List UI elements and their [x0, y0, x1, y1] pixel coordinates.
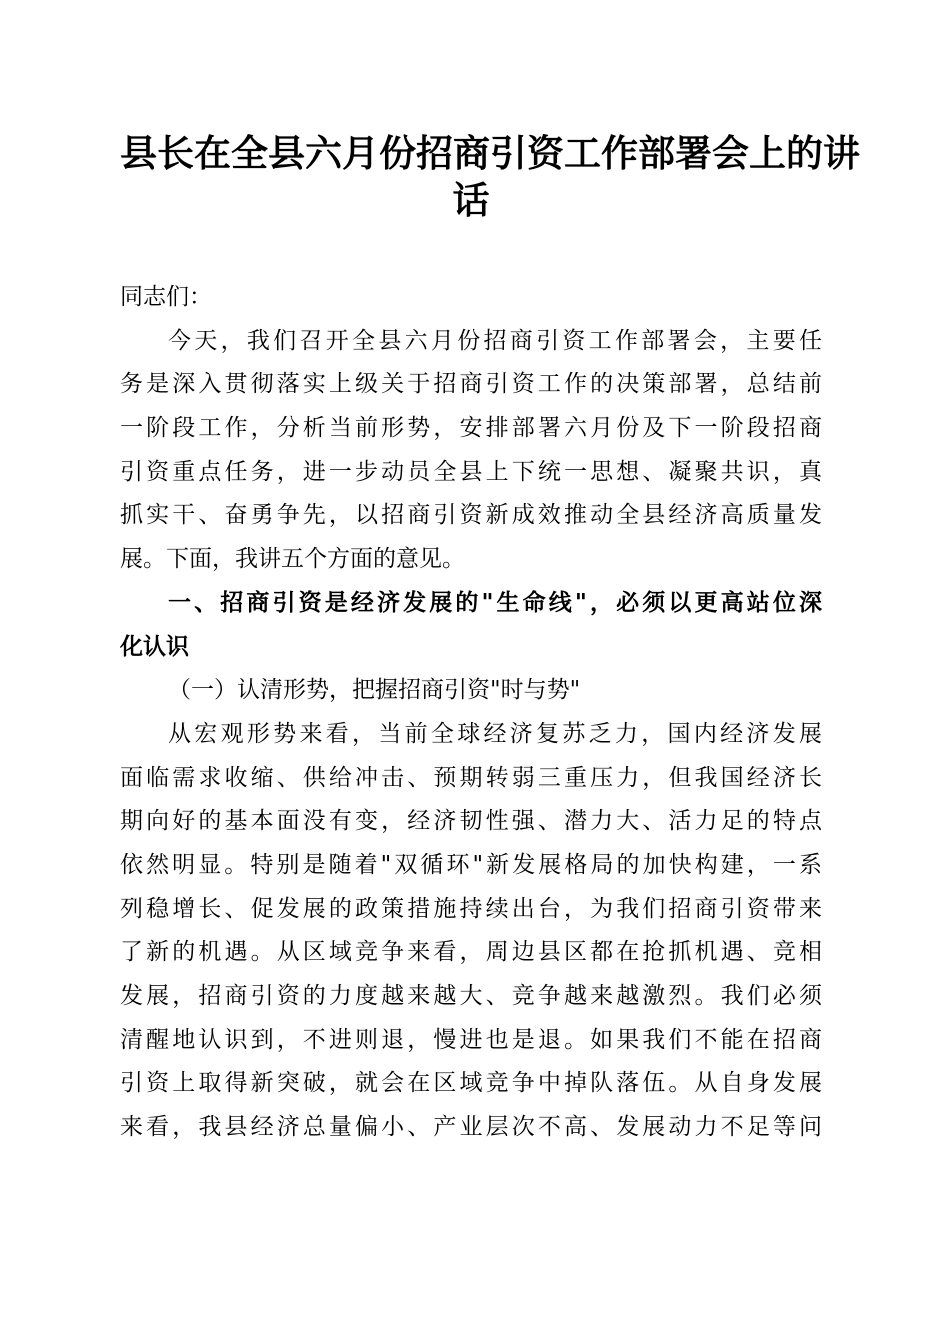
text-line: （一）认清形势，把握招商引资"时与势": [168, 677, 581, 704]
text-line: 清醒地认识到，不进则退，慢进也是退。如果我们不能在招商: [120, 1026, 822, 1053]
text-line: 一、招商引资是经济发展的"生命线"，必须以更高站位深: [168, 589, 822, 616]
title-line: 县长在全县六月份招商引资工作部署会上的讲: [120, 131, 860, 175]
paragraph: [120, 320, 822, 582]
text-line: 引资重点任务，进一步动员全县上下统一思想、凝聚共识，真: [120, 458, 822, 485]
text-line: 面临需求收缩、供给冲击、预期转弱三重压力，但我国经济长: [120, 764, 822, 791]
text-line: 依然明显。特别是随着"双循环"新发展格局的加快构建，一系: [120, 851, 822, 878]
text-line: 引资上取得新突破，就会在区域竞争中掉队落伍。从自身发展: [120, 1070, 822, 1097]
text-line: 一阶段工作，分析当前形势，安排部署六月份及下一阶段招商: [120, 415, 822, 442]
text-line: 展。下面，我讲五个方面的意见。: [120, 546, 465, 573]
text-line: 了新的机遇。从区域竞争来看，周边县区都在抢抓机遇、竞相: [120, 939, 822, 966]
paragraph: [120, 713, 822, 1150]
text-line: 抓实干、奋勇争先，以招商引资新成效推动全县经济高质量发: [120, 502, 822, 529]
text-line: 列稳增长、促发展的政策措施持续出台，为我们招商引资带来: [120, 895, 822, 922]
text-line: 期向好的基本面没有变，经济韧性强、潜力大、活力足的特点: [120, 808, 822, 835]
text-line: 化认识: [120, 633, 189, 660]
text-line: 来看，我县经济总量偏小、产业层次不高、发展动力不足等问: [120, 1114, 822, 1141]
text-line: 今天，我们召开全县六月份招商引资工作部署会，主要任: [168, 327, 822, 354]
text-line: 发展，招商引资的力度越来越大、竞争越来越激烈。我们必须: [120, 983, 822, 1009]
document-body: [120, 276, 822, 1150]
section-heading: [120, 582, 822, 669]
subsection-heading: [120, 669, 822, 713]
text-line: 务是深入贯彻落实上级关于招商引资工作的决策部署，总结前: [120, 371, 822, 398]
title-line: 话: [452, 178, 490, 222]
document-title: [120, 131, 860, 226]
salutation: 同志们：: [120, 284, 212, 310]
text-line: 从宏观形势来看，当前全球经济复苏乏力，国内经济发展: [168, 720, 822, 747]
